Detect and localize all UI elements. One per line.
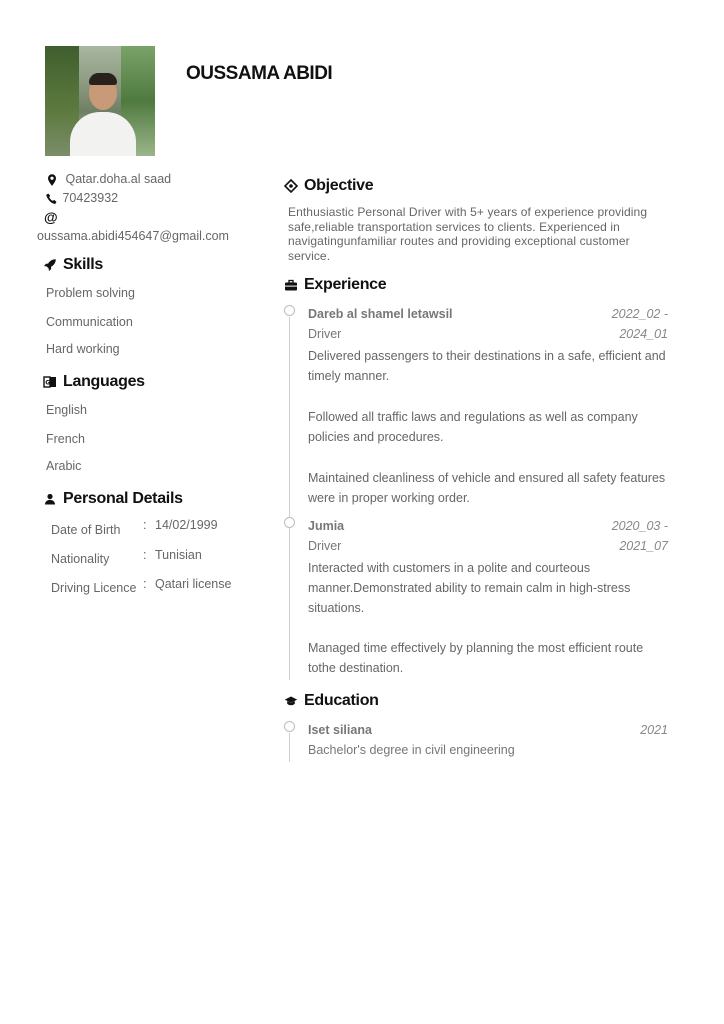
language-item: Arabic <box>46 459 82 473</box>
timeline-dot <box>284 305 295 316</box>
experience-timeline <box>289 317 290 680</box>
skill-item: Hard working <box>46 342 120 356</box>
nationality-value: Tunisian <box>155 548 202 562</box>
education-school: Iset siliana <box>308 723 372 737</box>
rocket-icon <box>43 258 57 272</box>
language-item: English <box>46 403 87 417</box>
skills-heading <box>43 256 103 274</box>
location-text: Qatar.doha.al saad <box>65 172 172 186</box>
job-bullet: Followed all traffic laws and regulations as well as company policies and procedures. <box>308 410 638 444</box>
separator: : <box>143 518 147 532</box>
objective-title: Objective <box>304 177 374 194</box>
job-company: Jumia <box>308 519 345 533</box>
dob-label: Date of Birth <box>51 523 121 537</box>
job-role: Driver <box>308 539 342 553</box>
job-end-date: 2024_01 <box>619 327 668 341</box>
svg-text:G: G <box>45 379 50 387</box>
person-icon <box>43 492 57 506</box>
translate-icon <box>43 375 57 389</box>
job-role: Driver <box>308 327 342 341</box>
separator: : <box>143 577 147 591</box>
job-company: Dareb al shamel letawsil <box>308 307 453 321</box>
experience-title: Experience <box>304 276 387 293</box>
timeline-dot <box>284 517 295 528</box>
education-heading <box>284 692 379 710</box>
graduation-cap-icon <box>284 694 298 708</box>
licence-value: Qatari license <box>155 577 232 591</box>
education-timeline <box>289 733 290 762</box>
nationality-label: Nationality <box>51 552 110 566</box>
job-end-date: 2021_07 <box>619 539 668 553</box>
skills-title: Skills <box>63 256 104 273</box>
education-title: Education <box>304 692 379 709</box>
job-bullet: Interacted with customers in a polite and courteous manner.Demonstrated ability to remain calm in high-stress situations. <box>308 561 631 615</box>
job-bullet: Delivered passengers to their destinations in a safe, efficient and timely manner. <box>308 349 666 383</box>
skill-item: Communication <box>46 315 133 329</box>
email-text: oussama.abidi454647@gmail.com <box>37 229 229 243</box>
skill-item: Problem solving <box>46 286 135 300</box>
languages-heading <box>43 373 145 391</box>
phone-text: 70423932 <box>62 191 119 205</box>
education-degree: Bachelor's degree in civil engineering <box>308 743 515 757</box>
at-icon: @ <box>44 209 58 225</box>
languages-title: Languages <box>63 373 145 390</box>
language-item: French <box>46 432 85 446</box>
briefcase-icon <box>284 278 298 292</box>
candidate-name: OUSSAMA ABIDI <box>186 63 333 84</box>
map-pin-icon <box>45 173 59 187</box>
objective-heading <box>284 177 373 195</box>
contact-phone <box>45 191 118 206</box>
contact-location <box>45 172 171 187</box>
job-start-date: 2020_03 - <box>611 519 668 533</box>
diamond-target-icon <box>284 179 298 193</box>
objective-text: Enthusiastic Personal Driver with 5+ years of experience providing safe,reliable transportation services to clients. Experienced in navigatingunfamiliar routes and providing exceptional customer service. <box>288 205 648 263</box>
education-year: 2021 <box>640 723 668 737</box>
dob-value: 14/02/1999 <box>155 518 218 532</box>
experience-heading <box>284 276 386 294</box>
job-bullet: Maintained cleanliness of vehicle and ensured all safety features were in proper working order. <box>308 471 666 505</box>
separator: : <box>143 548 147 562</box>
personal-details-title: Personal Details <box>63 490 183 507</box>
personal-details-heading <box>43 490 183 508</box>
phone-icon <box>45 192 59 206</box>
job-start-date: 2022_02 - <box>611 307 668 321</box>
timeline-dot <box>284 721 295 732</box>
profile-photo <box>45 46 155 156</box>
licence-label: Driving Licence <box>51 581 137 595</box>
job-bullet: Managed time effectively by planning the most efficient route tothe destination. <box>308 641 644 675</box>
